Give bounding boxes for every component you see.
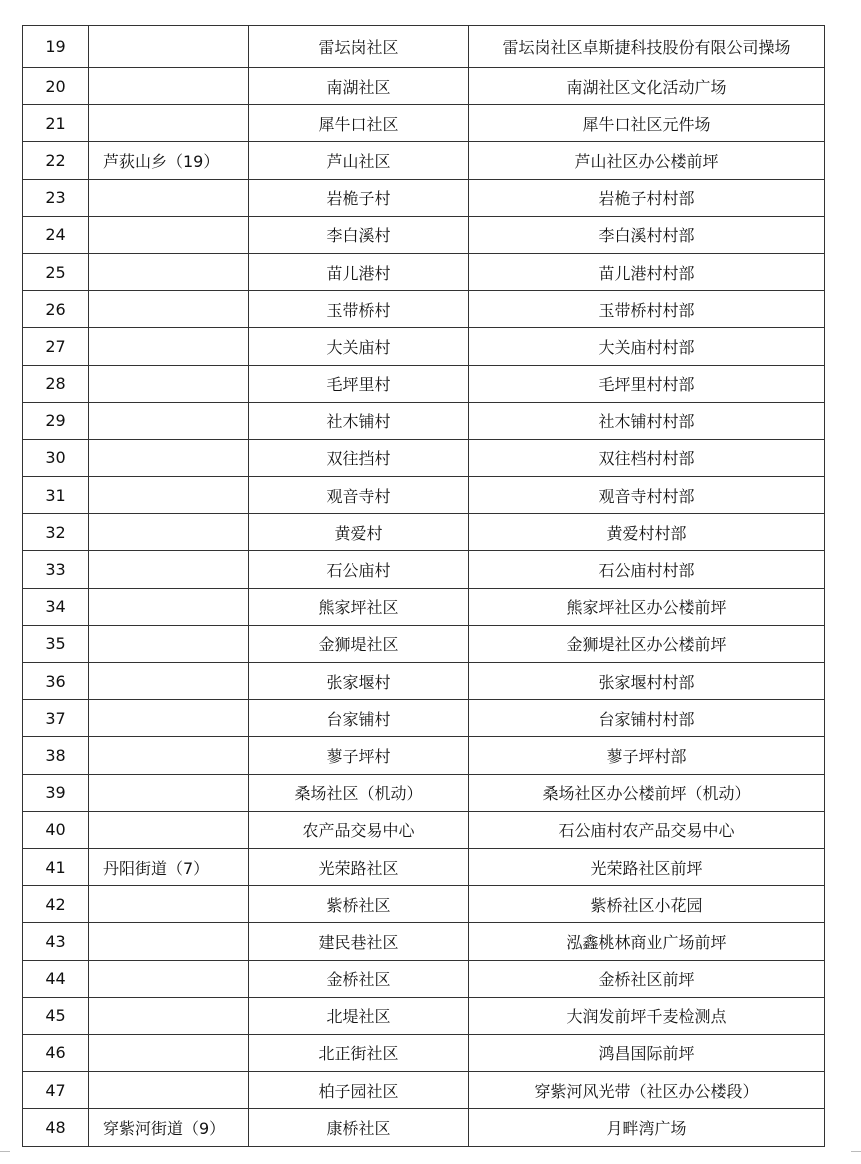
testing-location-cell: 岩桅子村村部 (469, 179, 825, 216)
row-number-cell: 39 (23, 774, 89, 811)
row-number-cell: 44 (23, 960, 89, 997)
street-township-cell (89, 625, 249, 662)
testing-location-cell: 穿紫河风光带（社区办公楼段） (469, 1072, 825, 1109)
row-number-cell: 20 (23, 68, 89, 105)
row-number-cell: 37 (23, 700, 89, 737)
testing-location-cell: 泓鑫桃林商业广场前坪 (469, 923, 825, 960)
street-township-cell (89, 960, 249, 997)
community-cell: 犀牛口社区 (249, 105, 469, 142)
row-number-cell: 48 (23, 1109, 89, 1147)
street-township-cell (89, 26, 249, 68)
row-number-cell: 25 (23, 253, 89, 290)
row-number-cell: 23 (23, 179, 89, 216)
community-cell: 芦山社区 (249, 142, 469, 179)
street-township-cell: 穿紫河街道（9） (89, 1109, 249, 1147)
testing-location-cell: 紫桥社区小花园 (469, 886, 825, 923)
street-township-cell (89, 737, 249, 774)
row-number-cell: 47 (23, 1072, 89, 1109)
community-cell: 观音寺村 (249, 477, 469, 514)
row-number-cell: 40 (23, 811, 89, 848)
testing-location-cell: 石公庙村农产品交易中心 (469, 811, 825, 848)
street-township-cell (89, 997, 249, 1034)
testing-location-cell: 双往档村村部 (469, 439, 825, 476)
testing-location-cell: 玉带桥村村部 (469, 291, 825, 328)
street-township-cell (89, 811, 249, 848)
street-township-cell (89, 365, 249, 402)
table-row (23, 328, 825, 365)
row-number-cell: 45 (23, 997, 89, 1034)
table-row (23, 253, 825, 290)
street-township-cell (89, 439, 249, 476)
street-township-cell (89, 105, 249, 142)
street-township-cell (89, 402, 249, 439)
community-cell: 金狮堤社区 (249, 625, 469, 662)
testing-location-cell: 毛坪里村村部 (469, 365, 825, 402)
table-row (23, 551, 825, 588)
table-row (23, 737, 825, 774)
street-township-cell (89, 1072, 249, 1109)
testing-location-cell: 大关庙村村部 (469, 328, 825, 365)
page-corner-mark-right (851, 1151, 861, 1162)
community-cell: 康桥社区 (249, 1109, 469, 1147)
testing-location-cell: 苗儿港村村部 (469, 253, 825, 290)
row-number-cell: 30 (23, 439, 89, 476)
table-row (23, 997, 825, 1034)
row-number-cell: 46 (23, 1034, 89, 1071)
community-cell: 金桥社区 (249, 960, 469, 997)
table-row (23, 774, 825, 811)
street-township-cell (89, 1034, 249, 1071)
community-cell: 蓼子坪村 (249, 737, 469, 774)
table-row (23, 588, 825, 625)
street-township-cell (89, 253, 249, 290)
table-row (23, 1034, 825, 1071)
testing-location-cell: 雷坛岗社区卓斯捷科技股份有限公司操场 (469, 26, 825, 68)
testing-location-cell: 台家铺村村部 (469, 700, 825, 737)
table-row (23, 26, 825, 68)
table-row (23, 663, 825, 700)
table-row (23, 514, 825, 551)
table-row (23, 216, 825, 253)
community-cell: 北堤社区 (249, 997, 469, 1034)
page-corner-mark-left (0, 1151, 10, 1162)
street-township-cell (89, 551, 249, 588)
table-row (23, 179, 825, 216)
community-cell: 毛坪里村 (249, 365, 469, 402)
community-cell: 张家堰村 (249, 663, 469, 700)
community-cell: 紫桥社区 (249, 886, 469, 923)
table-row (23, 1072, 825, 1109)
community-cell: 黄爱村 (249, 514, 469, 551)
community-cell: 台家铺村 (249, 700, 469, 737)
testing-location-cell: 月畔湾广场 (469, 1109, 825, 1147)
testing-location-cell: 社木铺村村部 (469, 402, 825, 439)
testing-location-cell: 黄爱村村部 (469, 514, 825, 551)
testing-location-cell: 芦山社区办公楼前坪 (469, 142, 825, 179)
street-township-cell (89, 179, 249, 216)
street-township-cell (89, 588, 249, 625)
row-number-cell: 38 (23, 737, 89, 774)
street-township-cell (89, 923, 249, 960)
street-township-cell (89, 328, 249, 365)
table-row (23, 439, 825, 476)
community-cell: 大关庙村 (249, 328, 469, 365)
testing-location-cell: 蓼子坪村部 (469, 737, 825, 774)
table-row (23, 700, 825, 737)
row-number-cell: 32 (23, 514, 89, 551)
community-cell: 雷坛岗社区 (249, 26, 469, 68)
community-cell: 苗儿港村 (249, 253, 469, 290)
testing-location-cell: 石公庙村村部 (469, 551, 825, 588)
table-row (23, 142, 825, 179)
community-cell: 光荣路社区 (249, 848, 469, 885)
testing-location-cell: 观音寺村村部 (469, 477, 825, 514)
testing-location-cell: 大润发前坪千麦检测点 (469, 997, 825, 1034)
row-number-cell: 35 (23, 625, 89, 662)
testing-location-cell: 金狮堤社区办公楼前坪 (469, 625, 825, 662)
street-township-cell (89, 700, 249, 737)
testing-location-cell: 光荣路社区前坪 (469, 848, 825, 885)
street-township-cell (89, 477, 249, 514)
street-township-cell (89, 68, 249, 105)
table-row (23, 811, 825, 848)
community-cell: 石公庙村 (249, 551, 469, 588)
street-township-cell: 芦荻山乡（19） (89, 142, 249, 179)
testing-sites-table-container (22, 25, 825, 1147)
testing-location-cell: 桑场社区办公楼前坪（机动） (469, 774, 825, 811)
community-cell: 南湖社区 (249, 68, 469, 105)
table-row (23, 886, 825, 923)
row-number-cell: 41 (23, 848, 89, 885)
testing-location-cell: 李白溪村村部 (469, 216, 825, 253)
table-row (23, 1109, 825, 1147)
testing-location-cell: 南湖社区文化活动广场 (469, 68, 825, 105)
row-number-cell: 26 (23, 291, 89, 328)
row-number-cell: 33 (23, 551, 89, 588)
row-number-cell: 29 (23, 402, 89, 439)
row-number-cell: 34 (23, 588, 89, 625)
row-number-cell: 21 (23, 105, 89, 142)
street-township-cell: 丹阳街道（7） (89, 848, 249, 885)
community-cell: 岩桅子村 (249, 179, 469, 216)
table-row (23, 365, 825, 402)
testing-location-cell: 金桥社区前坪 (469, 960, 825, 997)
community-cell: 玉带桥村 (249, 291, 469, 328)
community-cell: 桑场社区（机动） (249, 774, 469, 811)
street-township-cell (89, 774, 249, 811)
street-township-cell (89, 663, 249, 700)
table-row (23, 68, 825, 105)
row-number-cell: 31 (23, 477, 89, 514)
community-cell: 建民巷社区 (249, 923, 469, 960)
community-cell: 双往挡村 (249, 439, 469, 476)
testing-location-cell: 熊家坪社区办公楼前坪 (469, 588, 825, 625)
street-township-cell (89, 216, 249, 253)
community-cell: 北正街社区 (249, 1034, 469, 1071)
row-number-cell: 28 (23, 365, 89, 402)
table-row (23, 402, 825, 439)
row-number-cell: 27 (23, 328, 89, 365)
row-number-cell: 42 (23, 886, 89, 923)
row-number-cell: 24 (23, 216, 89, 253)
testing-location-cell: 张家堰村村部 (469, 663, 825, 700)
row-number-cell: 19 (23, 26, 89, 68)
table-row (23, 923, 825, 960)
table-row (23, 291, 825, 328)
community-cell: 柏子园社区 (249, 1072, 469, 1109)
table-row (23, 105, 825, 142)
row-number-cell: 43 (23, 923, 89, 960)
table-body (23, 26, 825, 1147)
community-cell: 李白溪村 (249, 216, 469, 253)
community-cell: 农产品交易中心 (249, 811, 469, 848)
table-row (23, 625, 825, 662)
street-township-cell (89, 291, 249, 328)
street-township-cell (89, 514, 249, 551)
testing-sites-table (22, 25, 825, 1147)
community-cell: 社木铺村 (249, 402, 469, 439)
street-township-cell (89, 886, 249, 923)
table-row (23, 848, 825, 885)
testing-location-cell: 犀牛口社区元件场 (469, 105, 825, 142)
community-cell: 熊家坪社区 (249, 588, 469, 625)
table-row (23, 960, 825, 997)
row-number-cell: 36 (23, 663, 89, 700)
testing-location-cell: 鸿昌国际前坪 (469, 1034, 825, 1071)
table-row (23, 477, 825, 514)
row-number-cell: 22 (23, 142, 89, 179)
